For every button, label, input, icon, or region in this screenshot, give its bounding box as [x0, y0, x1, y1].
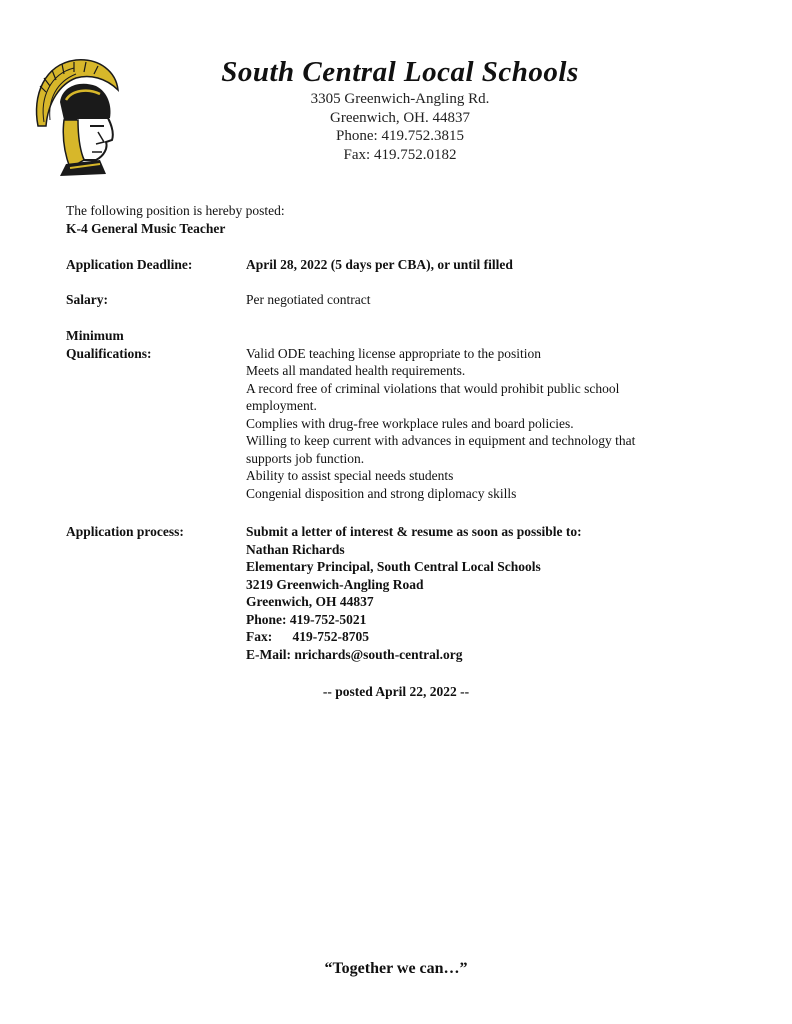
contact-email: E-Mail: nrichards@south-central.org: [246, 646, 463, 662]
qualifications-list: [246, 345, 635, 503]
address-line-2: Greenwich, OH. 44837: [330, 109, 470, 126]
process-label: Application process:: [66, 524, 184, 539]
qualification-line: Meets all mandated health requirements.: [246, 363, 466, 378]
contact-city: Greenwich, OH 44837: [246, 594, 374, 609]
qualification-line: Willing to keep current with advances in equipment and technology that: [246, 433, 636, 448]
qualification-line: supports job function.: [246, 450, 365, 466]
contact-name: Nathan Richards: [246, 541, 345, 557]
position-title: K-4 General Music Teacher: [66, 220, 226, 236]
contact-fax: Fax: 419-752-8705: [246, 629, 369, 644]
salary-value: Per negotiated contract: [246, 292, 371, 307]
posted-date: -- posted April 22, 2022 --: [322, 684, 470, 699]
posting-intro: The following position is hereby posted:: [66, 203, 285, 218]
qualification-line: Complies with drug-free workplace rules and board policies.: [246, 415, 574, 431]
fax-number: Fax: 419.752.0182: [343, 146, 457, 163]
phone-number: Phone: 419.752.3815: [336, 128, 464, 144]
salary-label: Salary:: [66, 292, 108, 307]
qualification-line: Valid ODE teaching license appropriate to the position: [246, 345, 542, 361]
contact-title: Elementary Principal, South Central Local Schools: [246, 559, 541, 574]
qualifications-label-line-1: Minimum: [66, 328, 124, 343]
school-name: South Central Local Schools: [221, 56, 579, 88]
qualifications-label-line-2: Qualifications:: [66, 345, 152, 361]
qualification-line: Congenial disposition and strong diplomacy skills: [246, 485, 517, 501]
deadline-value: April 28, 2022 (5 days per CBA), or until filled: [246, 257, 513, 272]
contact-phone: Phone: 419-752-5021: [246, 611, 367, 627]
footer-motto: “Together we can…”: [324, 960, 468, 977]
address-line-1: 3305 Greenwich-Angling Rd.: [310, 91, 490, 107]
process-contact-block: [246, 523, 582, 663]
qualification-line: Ability to assist special needs students: [246, 468, 454, 483]
process-line: Submit a letter of interest & resume as soon as possible to:: [246, 524, 582, 539]
qualification-line: employment.: [246, 398, 317, 413]
qualification-line: A record free of criminal violations that would prohibit public school: [246, 380, 620, 396]
contact-street: 3219 Greenwich-Angling Road: [246, 576, 424, 592]
deadline-label: Application Deadline:: [66, 257, 193, 272]
